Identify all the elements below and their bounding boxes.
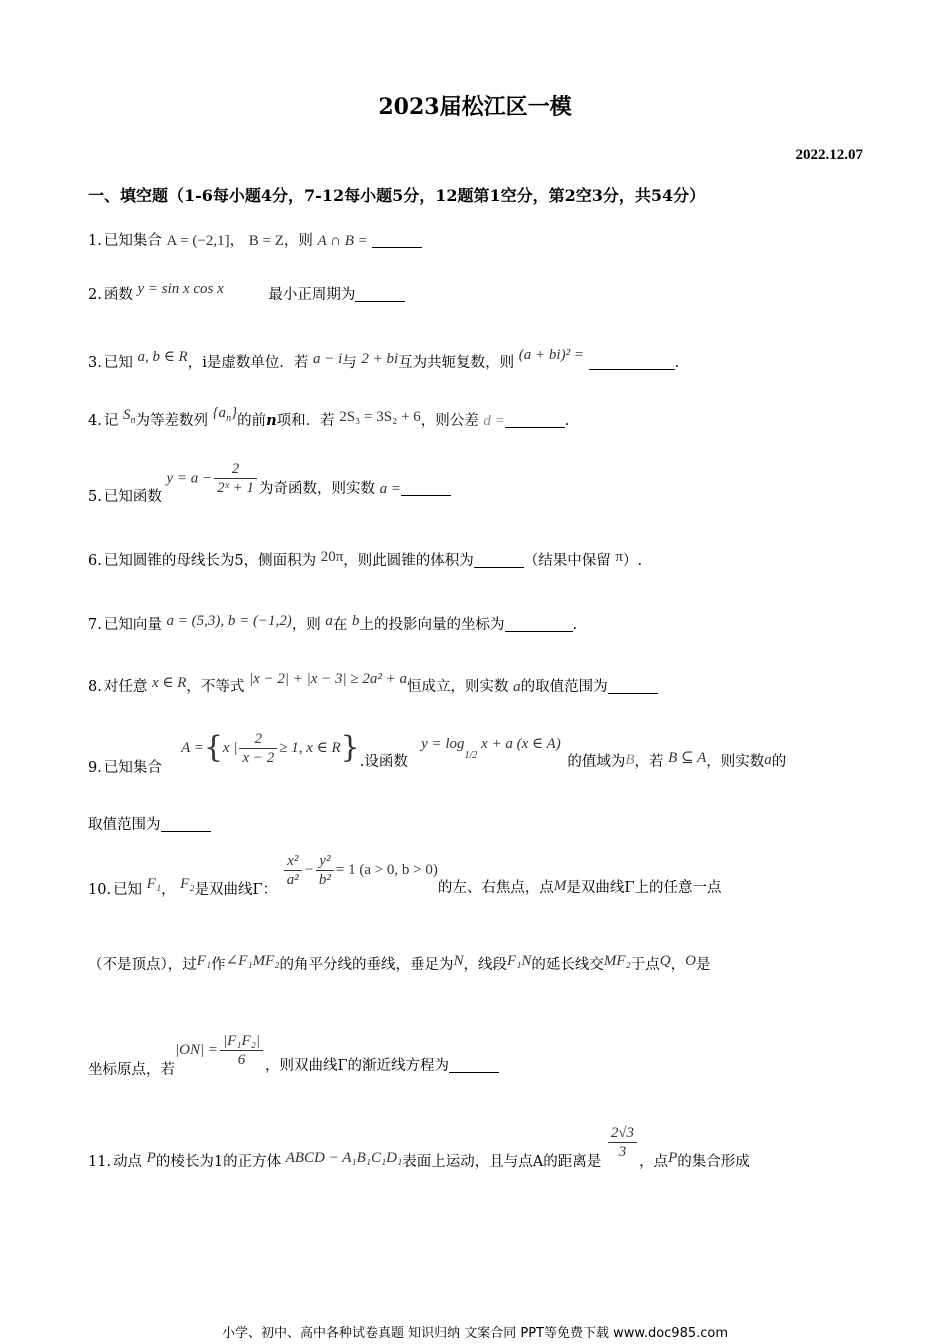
question-text: 的值域为	[567, 754, 626, 770]
question-5	[88, 460, 878, 505]
math-expression: a =	[379, 480, 401, 497]
question-text: 表面上运动，且与点A的距离是	[402, 1154, 602, 1170]
math-expression: 20π	[320, 549, 344, 565]
math-expression	[212, 405, 238, 424]
math-expression: (a + bi)² =	[518, 347, 584, 363]
fraction-numerator: 2√3	[608, 1124, 637, 1143]
math-symbol: F₂	[180, 876, 195, 892]
math-fraction	[214, 460, 257, 497]
math-subscript: n	[226, 413, 232, 424]
math-fraction	[608, 1124, 637, 1161]
math-expression: a − i	[312, 351, 343, 367]
math-symbol: a	[513, 679, 521, 695]
question-3	[88, 347, 878, 374]
math-function: y = log	[421, 736, 465, 752]
question-text: ，线段	[463, 957, 507, 973]
question-text: 的延长线交	[531, 957, 604, 973]
math-symbol: P	[668, 1150, 678, 1166]
question-text: 为等差数列	[135, 413, 208, 429]
question-text: 作	[211, 957, 226, 973]
math-expression: ABCD − A₁B₁C₁D₁	[285, 1150, 403, 1166]
question-text: ，不等式	[186, 679, 245, 695]
question-text: 函数	[103, 287, 133, 303]
math-symbol: {a	[212, 405, 227, 421]
math-symbol: a	[325, 613, 333, 629]
math-symbol: n	[266, 412, 277, 429]
math-expression: x ∈ R	[151, 675, 187, 691]
question-text: ，	[229, 233, 245, 249]
math-expression: |ON| =	[175, 1042, 218, 1058]
math-symbol: M	[553, 878, 567, 894]
question-number: 3.	[88, 355, 102, 371]
math-symbol: a	[764, 752, 772, 768]
page-title: 2023届松江区一模	[378, 94, 572, 120]
question-text: 取值范围为	[88, 817, 161, 833]
question-text: 的	[771, 754, 787, 770]
question-text: ，	[161, 882, 176, 898]
math-fraction	[284, 852, 302, 889]
question-11	[88, 1120, 878, 1170]
question-text: 恒成立，则实数	[407, 679, 509, 695]
math-fraction	[316, 852, 334, 889]
math-expression: |x − 2| + |x − 3| ≥ 2a² + a	[249, 671, 408, 687]
answer-blank	[474, 551, 524, 568]
question-text: 的前	[237, 413, 267, 429]
question-text: 已知圆锥的母线长为5，侧面积为	[103, 553, 317, 569]
math-expression	[122, 407, 136, 426]
question-8	[88, 671, 878, 698]
question-9	[88, 728, 878, 780]
page-footer: 小学、初中、高中各种试卷真题 知识归纳 文案合同 PPT等免费下载 www.doc985.com	[221, 1326, 729, 1341]
question-text: ，则此圆锥的体积为	[343, 553, 474, 569]
math-expression: ≥ 1, x ∈ R	[279, 740, 341, 756]
question-text: 的棱长为1的正方体	[155, 1154, 282, 1170]
question-text: 在	[332, 617, 348, 633]
math-expression: a, b ∈ R	[137, 349, 188, 365]
answer-blank	[161, 815, 211, 832]
answer-blank	[505, 615, 573, 632]
question-text: ，则公差	[420, 413, 479, 429]
question-text: ，i是虚数单位．若	[187, 355, 309, 371]
question-1	[88, 230, 878, 252]
question-text: ，点	[639, 1154, 669, 1170]
question-text: 的集合形成	[677, 1154, 750, 1170]
question-text: 动点	[113, 1154, 143, 1170]
math-expression	[421, 736, 561, 761]
answer-blank	[401, 479, 451, 496]
question-number: 10.	[88, 882, 112, 898]
question-number: 8.	[88, 679, 102, 695]
question-text: 已知集合	[103, 233, 162, 249]
question-text: 上的投影向量的坐标为	[359, 617, 505, 633]
question-text: 已知	[103, 355, 133, 371]
question-number: 5.	[88, 488, 102, 505]
question-text: 是双曲线Γ：	[194, 882, 278, 898]
math-subscript: n	[130, 415, 136, 426]
question-text: 已知函数	[103, 488, 162, 505]
math-expression: 2 + bi	[361, 351, 399, 367]
math-expression: MF₂	[603, 953, 631, 969]
question-number: 1.	[88, 233, 102, 249]
question-text: ，则双曲线Γ的渐近线方程为	[264, 1058, 450, 1074]
question-text: ，若	[634, 754, 664, 770]
question-text: 与	[342, 355, 357, 371]
math-expression: y = a −	[166, 470, 213, 487]
punctuation: .	[674, 355, 680, 371]
math-symbol: B	[625, 752, 635, 768]
question-text: 已知	[113, 882, 143, 898]
fraction-denominator: 6	[237, 1051, 246, 1068]
punctuation: .	[572, 617, 578, 633]
fraction-numerator: |F₁F₂|	[220, 1032, 263, 1051]
question-number: 6.	[88, 553, 102, 569]
question-10	[88, 850, 878, 898]
question-10-line-3	[88, 1030, 878, 1078]
brace-close: }	[340, 730, 360, 765]
math-subscript: 1/2	[464, 750, 478, 761]
question-text: ，则	[291, 617, 321, 633]
question-text: 的左、右焦点，点	[437, 880, 554, 896]
question-text: 已知向量	[103, 617, 162, 633]
math-symbol: F₁	[146, 876, 162, 892]
question-text: 于点	[630, 957, 660, 973]
math-symbol: N	[453, 953, 464, 969]
math-expression: B ⊆ A	[668, 750, 707, 766]
math-expression: y = sin x cos x	[137, 281, 224, 297]
answer-blank	[372, 231, 422, 248]
section-header: 一、填空题（1-6每小题4分，7-12每小题5分，12题第1空分，第2空3分，共54分）	[88, 186, 706, 205]
math-fraction	[220, 1032, 263, 1069]
question-number: 2.	[88, 287, 102, 303]
question-text: 是	[695, 957, 711, 973]
math-expression: A ∩ B =	[317, 233, 368, 249]
answer-blank	[449, 1056, 499, 1073]
question-text: 为奇函数，则实数	[258, 480, 375, 497]
fraction-numerator: x²	[284, 852, 302, 871]
answer-blank	[355, 285, 405, 302]
math-expression: B = Z	[248, 233, 284, 249]
question-text: 的取值范围为	[520, 679, 608, 695]
math-expression: F₁N	[506, 953, 532, 969]
fraction-denominator: x − 2	[242, 749, 275, 766]
question-number: 7.	[88, 617, 102, 633]
math-symbol: P	[146, 1150, 156, 1166]
question-text: 已知集合	[103, 760, 162, 776]
math-expression: x |	[222, 740, 238, 756]
math-expression: x + a (x ∈ A)	[481, 736, 561, 752]
question-text: .设函数	[359, 754, 408, 770]
math-symbol: Q	[659, 953, 671, 969]
question-text: 对任意	[103, 679, 148, 695]
question-4	[88, 405, 878, 438]
question-text: 是双曲线Γ上的任意一点	[566, 880, 722, 896]
question-text: 最小正周期为	[268, 287, 356, 303]
question-10-line-2	[88, 954, 878, 976]
question-number: 11.	[88, 1154, 112, 1170]
answer-blank	[505, 411, 565, 428]
question-number: 4.	[88, 413, 102, 429]
question-text: ，则	[283, 233, 313, 249]
fraction-denominator: 3	[618, 1143, 627, 1160]
math-symbol: −	[303, 862, 314, 878]
fraction-numerator: 2	[239, 730, 277, 749]
math-expression: = 1 (a > 0, b > 0)	[335, 862, 438, 878]
fraction-denominator: b²	[318, 871, 331, 888]
math-symbol: b	[352, 613, 360, 629]
fraction-numerator: y²	[316, 852, 334, 871]
question-6	[88, 550, 878, 572]
math-fraction	[239, 730, 277, 767]
math-symbol: S	[122, 407, 131, 423]
question-text: （不是顶点），过	[88, 957, 197, 973]
question-7	[88, 614, 878, 636]
question-text: （结果中保留	[523, 553, 611, 569]
question-text: 的角平分线的垂线，垂足为	[279, 957, 454, 973]
question-text: 记	[103, 413, 119, 429]
math-symbol: F₁	[196, 953, 212, 969]
question-text: 项和．若	[276, 413, 335, 429]
math-symbol: π	[615, 549, 623, 565]
fraction-denominator: a²	[286, 871, 299, 888]
answer-blank	[589, 353, 675, 370]
exam-date: 2022.12.07	[795, 147, 863, 163]
math-expression: d =	[483, 413, 505, 429]
question-2	[88, 281, 878, 306]
question-text: ，	[670, 957, 686, 973]
math-expression: A =	[181, 740, 204, 756]
fraction-numerator: 2	[214, 460, 257, 479]
brace-open: {	[203, 730, 223, 765]
math-expression: 2S₃ = 3S₂ + 6	[339, 409, 421, 425]
question-text: ）.	[622, 553, 643, 569]
math-expression: ∠F₁MF₂	[225, 953, 280, 969]
question-text: ，则实数	[706, 754, 765, 770]
question-text: 坐标原点，若	[88, 1062, 175, 1078]
punctuation: .	[564, 413, 570, 429]
question-text: 互为共轭复数，则	[398, 355, 515, 371]
answer-blank	[608, 677, 658, 694]
math-symbol: }	[231, 405, 238, 421]
question-9-line-2	[88, 814, 878, 836]
math-symbol: O	[685, 953, 696, 969]
fraction-denominator: 2ˣ + 1	[217, 480, 254, 496]
math-expression: a = (5,3), b = (−1,2)	[166, 613, 292, 629]
question-number: 9.	[88, 760, 102, 776]
math-expression: A = (−2,1]	[166, 233, 230, 249]
